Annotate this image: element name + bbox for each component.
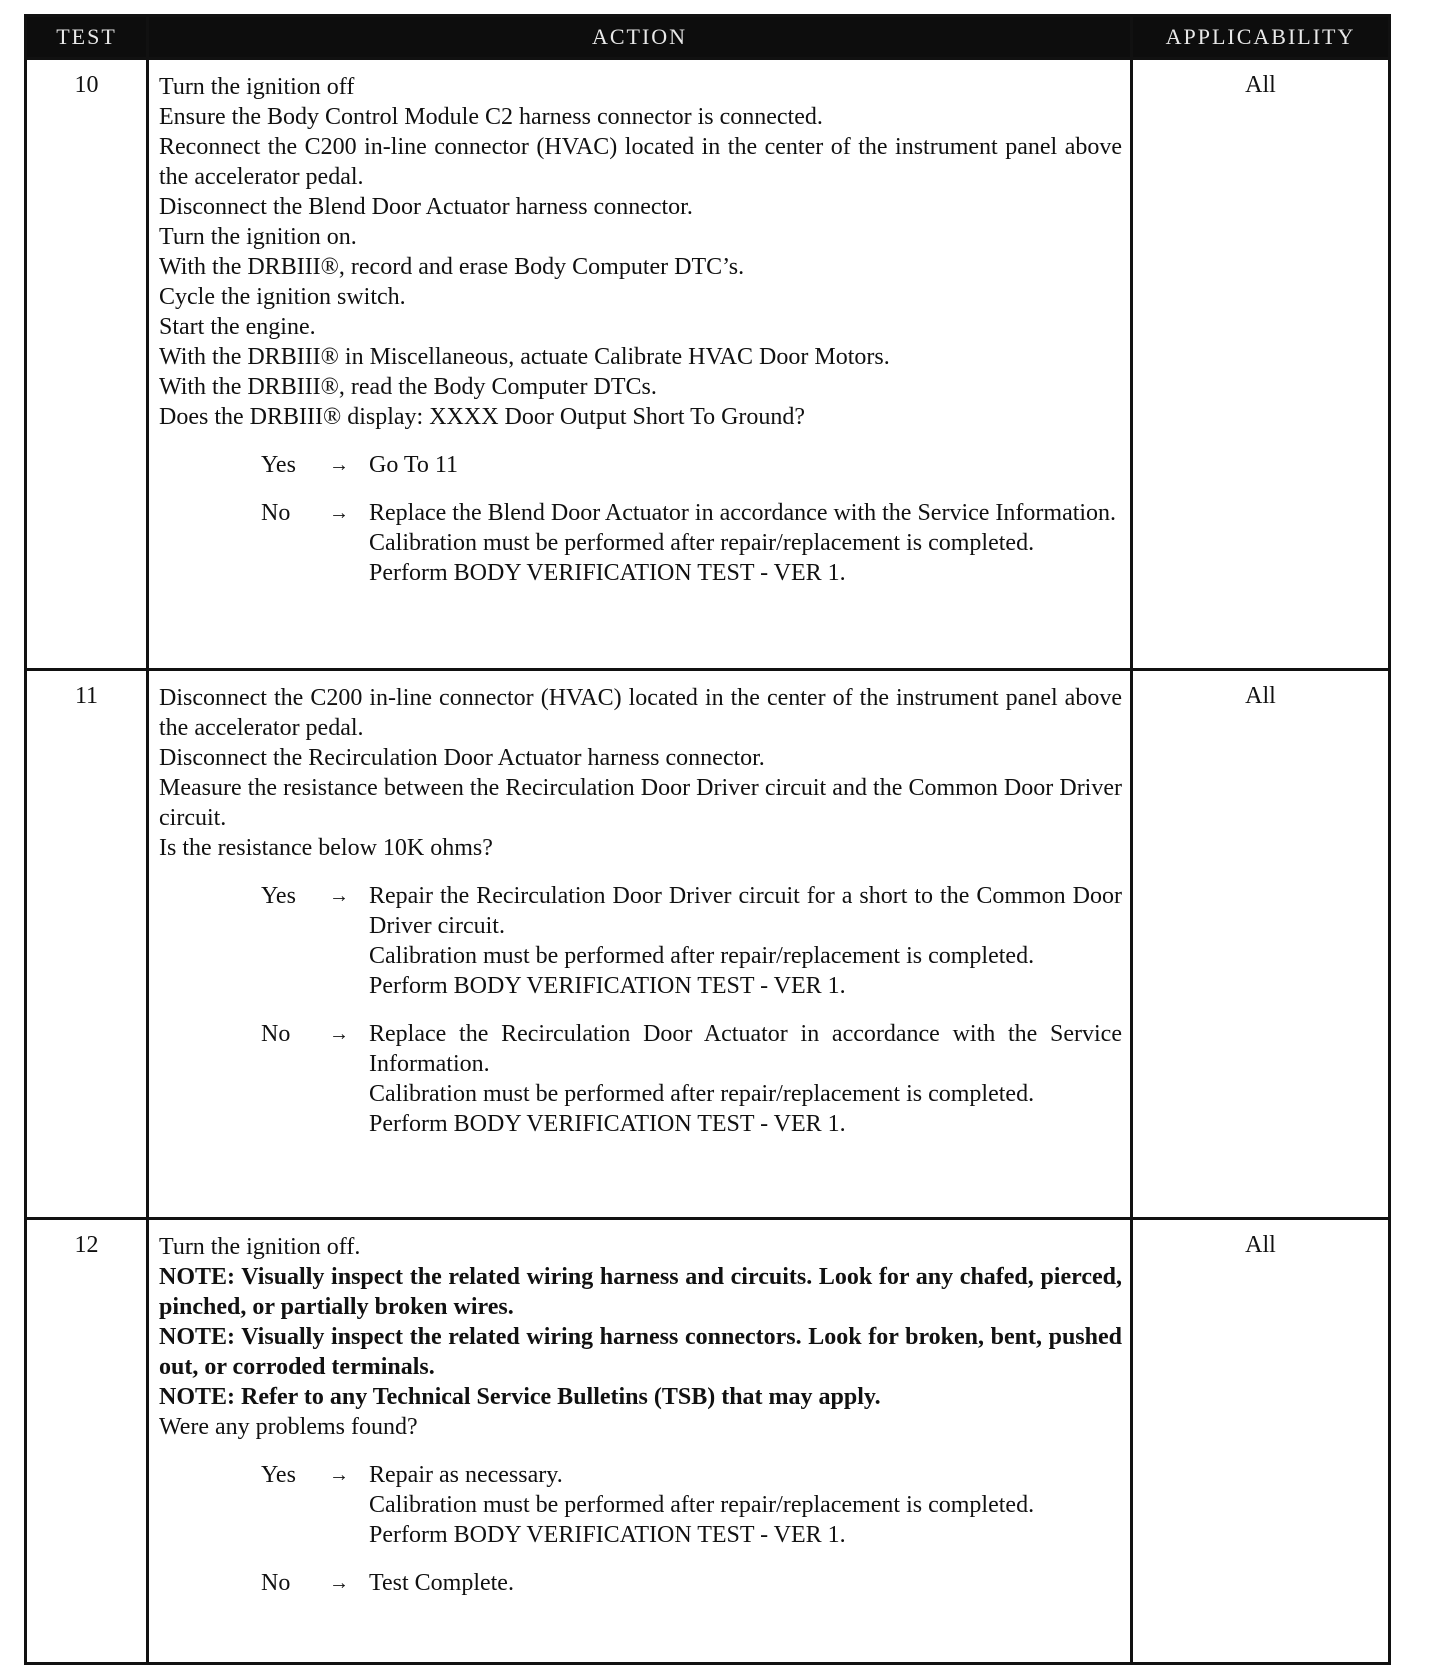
answer-body bbox=[369, 881, 1122, 1001]
instruction-line: With the DRBIII®, record and erase Body Computer DTC’s. bbox=[159, 254, 745, 280]
table-body bbox=[26, 59, 1390, 1664]
instruction-line: Ensure the Body Control Module C2 harness connector is connected. bbox=[159, 104, 823, 130]
arrow-right-icon: → bbox=[329, 1023, 349, 1045]
answer-label: Yes bbox=[261, 883, 296, 909]
instruction-line: Cycle the ignition switch. bbox=[159, 284, 406, 310]
table-header-row bbox=[26, 16, 1390, 59]
answer-line: Test Complete. bbox=[369, 1570, 514, 1596]
instruction-line: Does the DRBIII® display: XXXX Door Output Short To Ground? bbox=[159, 404, 806, 430]
answer-yes bbox=[159, 881, 1122, 1001]
table-row bbox=[26, 670, 1390, 1219]
header-applicability: APPLICABILITY bbox=[1132, 16, 1390, 59]
diagnostic-table-page bbox=[24, 14, 1388, 1665]
applicability-value: All bbox=[1132, 1219, 1390, 1664]
answer-label: Yes bbox=[261, 1462, 296, 1488]
answer-line: Perform BODY VERIFICATION TEST - VER 1. bbox=[369, 1111, 846, 1137]
instruction-line: Turn the ignition on. bbox=[159, 224, 357, 250]
instruction-line: Turn the ignition off bbox=[159, 74, 355, 100]
answer-label: Yes bbox=[261, 452, 296, 478]
answer-yes bbox=[159, 450, 1122, 480]
answer-no bbox=[159, 1019, 1122, 1139]
answer-line: Go To 11 bbox=[369, 452, 458, 478]
header-test: TEST bbox=[26, 16, 148, 59]
answer-list bbox=[159, 881, 1122, 1139]
arrow-right-icon: → bbox=[329, 454, 349, 476]
arrow-right-icon: → bbox=[329, 502, 349, 524]
instruction-line: Disconnect the Recirculation Door Actuator harness connector. bbox=[159, 745, 765, 771]
answer-label: No bbox=[261, 1570, 291, 1596]
instruction-line: Were any problems found? bbox=[159, 1414, 418, 1440]
answer-no bbox=[159, 498, 1122, 588]
answer-line: Perform BODY VERIFICATION TEST - VER 1. bbox=[369, 973, 846, 999]
answer-body bbox=[369, 1568, 1122, 1598]
test-number: 10 bbox=[26, 59, 148, 670]
header-action: ACTION bbox=[148, 16, 1132, 59]
answer-line: Repair as necessary. bbox=[369, 1462, 563, 1488]
answer-label: No bbox=[261, 1021, 291, 1047]
arrow-right-icon: → bbox=[329, 885, 349, 907]
answer-line: Calibration must be performed after repair/replacement is completed. bbox=[369, 1081, 1035, 1107]
answer-yes bbox=[159, 1460, 1122, 1550]
instruction-line: With the DRBIII®, read the Body Computer DTCs. bbox=[159, 374, 657, 400]
answer-no bbox=[159, 1568, 1122, 1598]
action-cell bbox=[148, 59, 1132, 670]
test-number: 11 bbox=[26, 670, 148, 1219]
instruction-line: Disconnect the Blend Door Actuator harness connector. bbox=[159, 194, 693, 220]
instruction-line: Reconnect the C200 in-line connector (HVAC) located in the center of the instrument panel above the accelerator pedal. bbox=[159, 134, 1122, 190]
answer-line: Repair the Recirculation Door Driver circuit for a short to the Common Door Driver circuit. bbox=[369, 883, 1122, 939]
test-number: 12 bbox=[26, 1219, 148, 1664]
answer-body bbox=[369, 1019, 1122, 1139]
instruction-line: Turn the ignition off. bbox=[159, 1234, 361, 1260]
answer-line: Perform BODY VERIFICATION TEST - VER 1. bbox=[369, 560, 846, 586]
diagnostic-test-table bbox=[24, 14, 1391, 1665]
instruction-line: Disconnect the C200 in-line connector (HVAC) located in the center of the instrument panel above the accelerator pedal. bbox=[159, 685, 1122, 741]
instruction-line: With the DRBIII® in Miscellaneous, actuate Calibrate HVAC Door Motors. bbox=[159, 344, 890, 370]
instruction-line: Measure the resistance between the Recirculation Door Driver circuit and the Common Door Driver circuit. bbox=[159, 775, 1122, 831]
answer-list bbox=[159, 1460, 1122, 1598]
answer-body bbox=[369, 498, 1122, 588]
table-row bbox=[26, 59, 1390, 670]
note-line: NOTE: Visually inspect the related wiring harness and circuits. Look for any chafed, pierced, pinched, or partially broken wires. bbox=[159, 1264, 1122, 1320]
applicability-value: All bbox=[1132, 670, 1390, 1219]
answer-body bbox=[369, 450, 1122, 480]
note-line: NOTE: Visually inspect the related wiring harness connectors. Look for broken, bent, pushed out, or corroded terminals. bbox=[159, 1324, 1122, 1380]
answer-line: Calibration must be performed after repair/replacement is completed. bbox=[369, 1492, 1035, 1518]
answer-line: Perform BODY VERIFICATION TEST - VER 1. bbox=[369, 1522, 846, 1548]
action-cell bbox=[148, 1219, 1132, 1664]
action-cell bbox=[148, 670, 1132, 1219]
instruction-line: Start the engine. bbox=[159, 314, 316, 340]
answer-line: Calibration must be performed after repair/replacement is completed. bbox=[369, 530, 1035, 556]
applicability-value: All bbox=[1132, 59, 1390, 670]
answer-list bbox=[159, 450, 1122, 588]
answer-body bbox=[369, 1460, 1122, 1550]
arrow-right-icon: → bbox=[329, 1464, 349, 1486]
instruction-line: Is the resistance below 10K ohms? bbox=[159, 835, 493, 861]
answer-line: Replace the Recirculation Door Actuator in accordance with the Service Information. bbox=[369, 1021, 1122, 1077]
table-row bbox=[26, 1219, 1390, 1664]
arrow-right-icon: → bbox=[329, 1572, 349, 1594]
note-line: NOTE: Refer to any Technical Service Bulletins (TSB) that may apply. bbox=[159, 1384, 881, 1410]
answer-label: No bbox=[261, 500, 291, 526]
answer-line: Calibration must be performed after repair/replacement is completed. bbox=[369, 943, 1035, 969]
answer-line: Replace the Blend Door Actuator in accordance with the Service Information. bbox=[369, 500, 1117, 526]
